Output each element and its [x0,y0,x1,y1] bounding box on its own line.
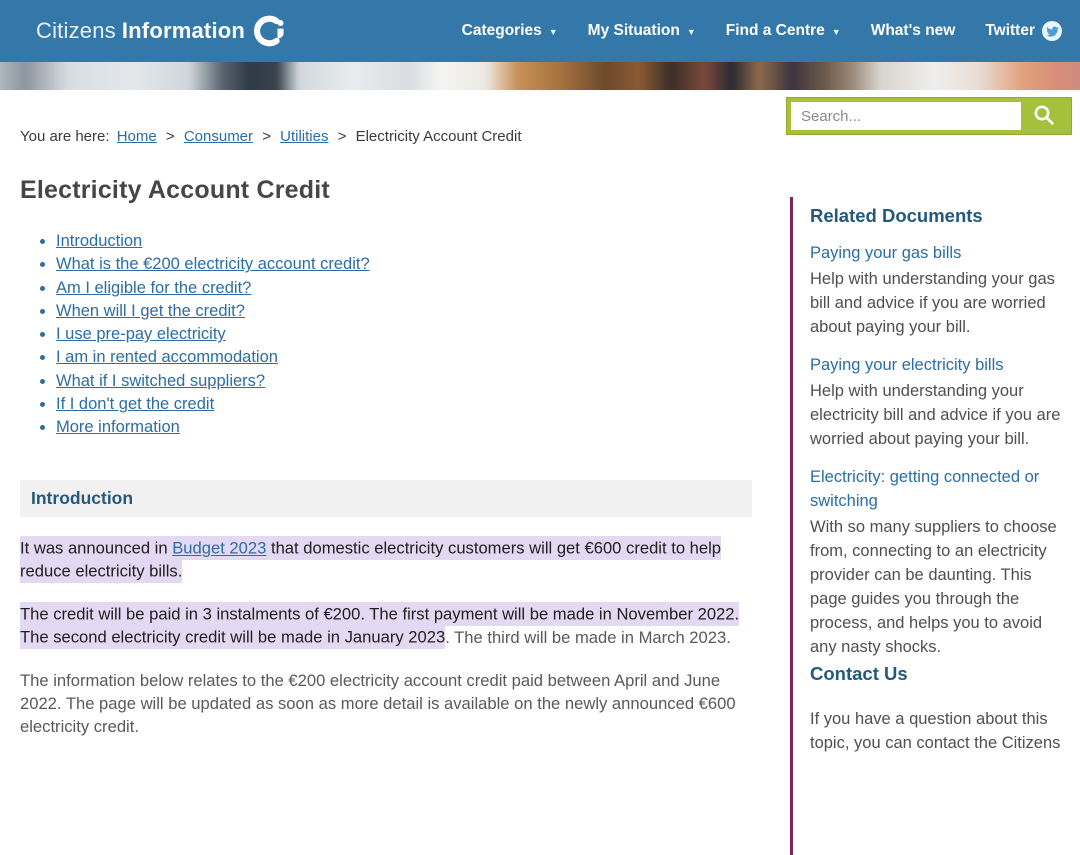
highlighted-text: It was announced in [20,538,173,558]
table-of-contents [38,230,752,440]
related-link-electricity-bills[interactable]: Paying your electricity bills [810,356,1004,374]
chevron-down-icon [687,27,696,37]
chevron-down-icon [549,27,558,37]
nav-find-a-centre[interactable] [726,22,841,40]
related-link-getting-connected[interactable]: Electricity: getting connected or switching [810,468,1040,510]
paragraph-information-note: The information below relates to the €200 electricity account credit paid between April and June 2022. The page will be updated as soon as more detail is available on the newly announced €600 electricity credit. [20,670,736,736]
related-desc-getting-connected: With so many suppliers to choose from, connecting to an electricity provider can be daunting. This page guides you through the process, and helps you to avoid any nasty shocks. [810,518,1057,656]
list-item [56,393,752,416]
chevron-down-icon [832,27,841,37]
related-desc-gas-bills: Help with understanding your gas bill and advice if you are worried about paying your bill. [810,270,1055,336]
nav-twitter-label: Twitter [985,22,1035,39]
citizens-information-logo[interactable] [36,14,286,48]
toc-link-eligible[interactable]: Am I eligible for the credit? [56,278,252,297]
site-header [0,0,1080,62]
nav-my-situation-label: My Situation [587,22,680,39]
contact-us-heading: Contact Us [810,663,908,684]
breadcrumb-utilities[interactable]: Utilities [280,128,329,145]
related-documents-panel [790,197,1072,659]
toc-link-what-is-credit[interactable]: What is the €200 electricity account credit? [56,255,370,274]
breadcrumb-home[interactable]: Home [116,128,157,145]
nav-my-situation[interactable] [588,22,696,40]
highlighted-text: The credit will be paid in 3 instalments of €200. The first payment will be made in November 2022. The second electricity credit will be made in January 2023 [20,602,739,649]
toc-link-introduction[interactable]: Introduction [56,232,143,250]
related-documents-heading: Related Documents [810,205,983,226]
nav-categories-label: Categories [461,22,542,39]
paragraph-instalments [20,603,752,649]
plain-text: . The third will be made in March 2023. [445,627,731,647]
nav-whats-new[interactable] [871,22,956,40]
related-desc-electricity-bills: Help with understanding your electricity bill and advice if you are worried about paying your bill. [810,382,1061,448]
list-item [56,323,752,346]
main-content [20,176,752,738]
breadcrumb [20,128,522,145]
related-doc-item [810,241,1072,339]
main-nav [462,21,1062,41]
list-item [56,230,752,253]
nav-find-a-centre-label: Find a Centre [725,22,825,39]
list-item [56,346,752,369]
photo-banner [0,62,1080,90]
nav-twitter[interactable] [985,21,1062,41]
ci-logo-icon [252,14,286,48]
toc-link-when[interactable]: When will I get the credit? [56,301,245,320]
breadcrumb-prefix: You are here: [20,128,110,145]
section-heading-introduction: Introduction [20,480,752,517]
search-box [786,97,1072,135]
breadcrumb-separator: > [165,128,175,145]
list-item [56,370,752,393]
search-button[interactable] [1021,102,1067,130]
twitter-icon [1042,21,1062,41]
list-item [56,253,752,276]
contact-us-panel [790,655,1072,855]
highlighted-text: that domestic electricity customers will get €600 credit to help reduce electricity bills. [20,538,722,581]
contact-us-text: If you have a question about this topic, you can contact the Citizens [810,710,1061,752]
related-doc-item [810,353,1072,451]
toc-link-prepay[interactable]: I use pre-pay electricity [56,325,226,344]
breadcrumb-separator: > [337,128,347,145]
related-link-gas-bills[interactable]: Paying your gas bills [810,244,962,262]
list-item [56,277,752,300]
toc-link-switched[interactable]: What if I switched suppliers? [56,371,266,390]
page-title: Electricity Account Credit [20,176,330,204]
budget-2023-link[interactable]: Budget 2023 [172,538,267,558]
nav-categories[interactable] [462,22,558,40]
brand-name-bold: Information [121,18,246,43]
nav-whats-new-label: What's new [870,22,956,39]
brand-name-light: Citizens [36,18,116,43]
toc-link-dont-get[interactable]: If I don't get the credit [56,395,215,414]
search-icon [1032,103,1056,130]
list-item [56,300,752,323]
toc-link-rented[interactable]: I am in rented accommodation [56,348,278,367]
paragraph-announcement [20,537,752,583]
search-input[interactable] [791,102,1021,130]
toc-link-more-info[interactable]: More information [56,418,180,437]
breadcrumb-separator: > [262,128,271,145]
breadcrumb-consumer[interactable]: Consumer [183,128,254,145]
breadcrumb-current: Electricity Account Credit [355,128,522,145]
list-item [56,416,752,439]
banner-image [0,62,1080,90]
related-doc-item [810,465,1072,659]
